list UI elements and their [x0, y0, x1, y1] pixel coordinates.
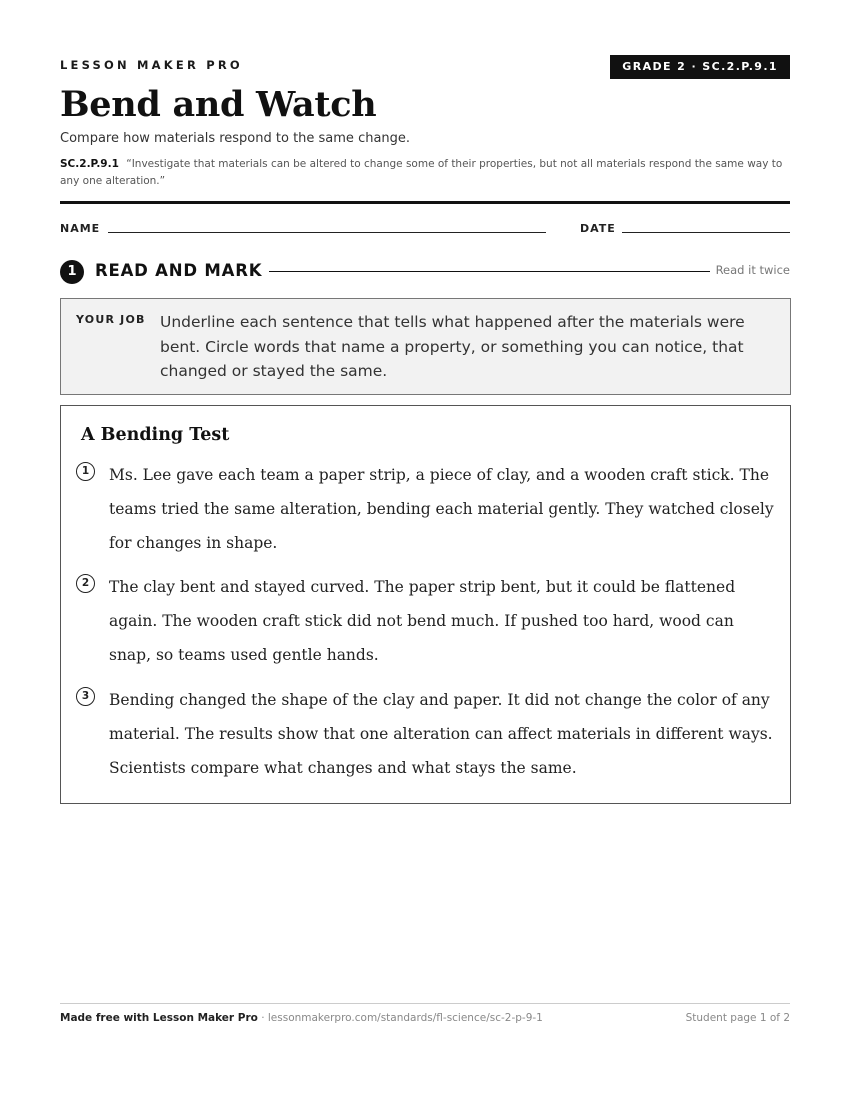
- paragraph-2: The clay bent and stayed curved. The paper strip bent, but it could be flattened again. The wooden craft stick did not bend much. If pushed too hard, wood can snap, so teams used gentle hands.: [109, 578, 736, 664]
- footer-url[interactable]: · lessonmakerpro.com/standards/fl-science/sc-2-p-9-1: [257, 1012, 543, 1024]
- paragraph-number-2: 2: [76, 574, 95, 593]
- paragraph-number-1: 1: [76, 462, 95, 481]
- paragraph-1: Ms. Lee gave each team a paper strip, a piece of clay, and a wooden craft stick. The teams tried the same alteration, bending each material gently. They watched closely for changes in shape.: [109, 466, 774, 552]
- brand-name: LESSON MAKER PRO: [60, 58, 243, 72]
- standard-statement: [60, 156, 790, 190]
- instructions-text: Underline each sentence that tells what happened after the materials were bent. Circle words that name a property, or something you can notice, that changed or stayed the same.: [160, 313, 745, 380]
- footer-credit: [60, 1012, 543, 1024]
- section-heading: READ AND MARK: [95, 261, 263, 280]
- date-field[interactable]: [622, 232, 790, 233]
- name-field[interactable]: [108, 232, 546, 233]
- footer-page-number: Student page 1 of 2: [685, 1012, 790, 1024]
- header-divider: [60, 201, 790, 204]
- grade-badge: GRADE 2 · SC.2.P.9.1: [610, 55, 790, 79]
- paragraph-3: Bending changed the shape of the clay and paper. It did not change the color of any material. The results show that one alteration can affect materials in different ways. Scientists compare what changes and what stays the same.: [109, 691, 773, 777]
- date-label: DATE: [580, 222, 616, 235]
- standard-code: SC.2.P.9.1: [60, 158, 119, 170]
- footer-made-by: Made free with Lesson Maker Pro: [60, 1012, 258, 1024]
- page-subtitle: Compare how materials respond to the same change.: [60, 131, 411, 146]
- footer-divider: [60, 1003, 790, 1004]
- passage-title: A Bending Test: [81, 425, 230, 445]
- standard-text: “Investigate that materials can be altered to change some of their properties, but not all materials respond the same way to any one alteration.”: [60, 158, 783, 187]
- name-date-row: [60, 222, 790, 238]
- section-hint: Read it twice: [715, 263, 790, 277]
- name-label: NAME: [60, 222, 101, 235]
- section-divider: [269, 271, 710, 272]
- reading-passage: [60, 405, 791, 804]
- page-title: Bend and Watch: [60, 84, 377, 125]
- paragraph-number-3: 3: [76, 687, 95, 706]
- section-read-and-mark: [60, 259, 790, 283]
- instructions-box: [60, 298, 791, 395]
- instructions-label: YOUR JOB: [76, 313, 146, 326]
- section-number-badge: 1: [60, 260, 84, 284]
